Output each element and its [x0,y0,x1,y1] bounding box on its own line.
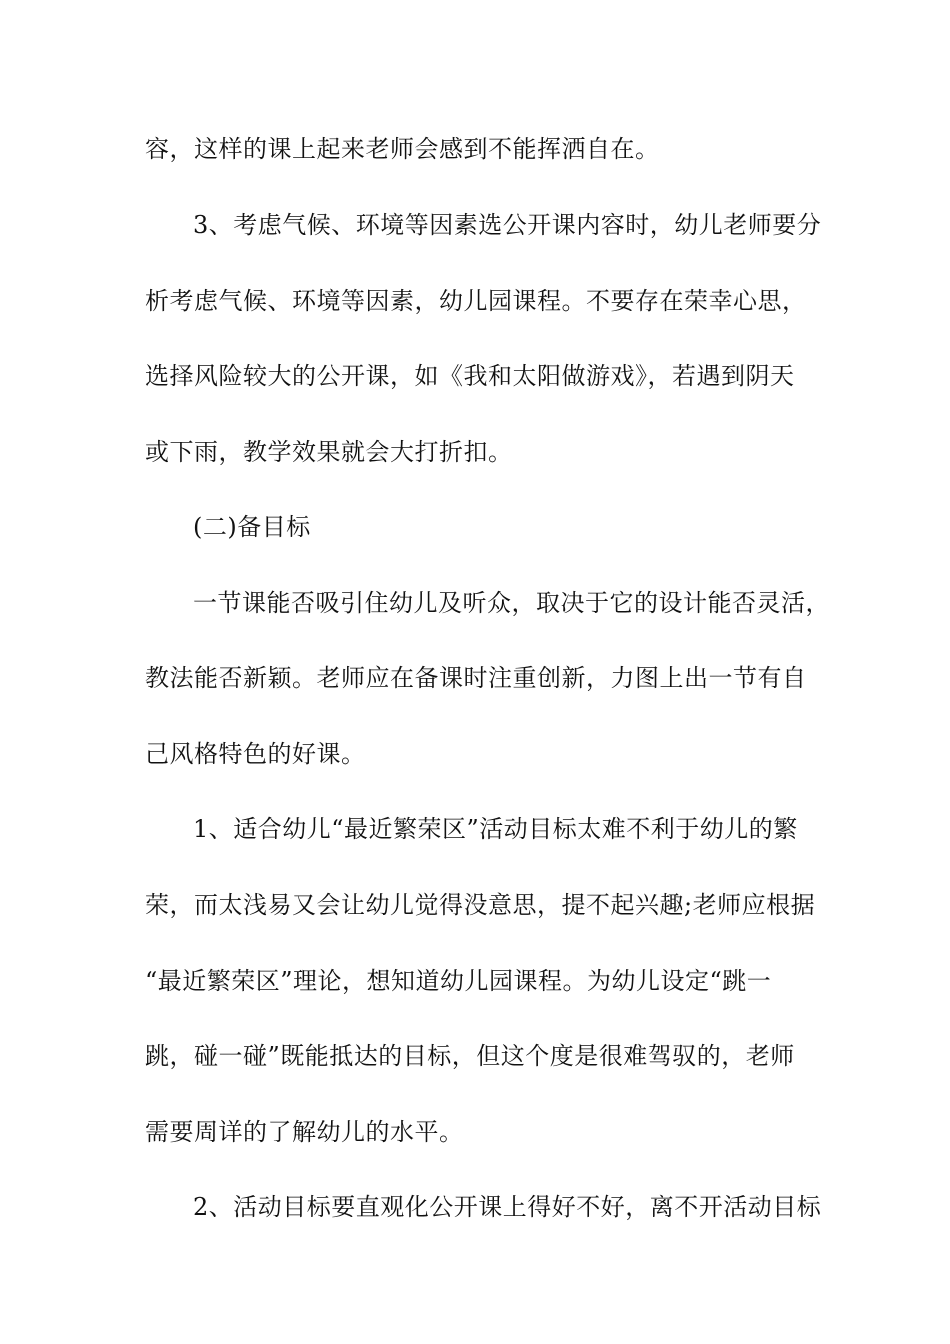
text-line: 或下雨，教学效果就会大打折扣。 [145,438,513,466]
text-line: 己风格特色的好课。 [145,740,366,768]
text-line: 1、适合幼儿“最近繁荣区”活动目标太难不利于幼儿的繁 [193,815,798,843]
text-line: 一节课能否吸引住幼儿及听众，取决于它的设计能否灵活， [193,589,830,617]
text-line: 教法能否新颖。老师应在备课时注重创新，力图上出一节有自 [145,664,807,692]
text-line: 选择风险较大的公开课，如《我和太阳做游戏》，若遇到阴天 [145,362,795,390]
section-heading: (二)备目标 [193,513,311,541]
text-line: 3、考虑气候、环境等因素选公开课内容时，幼儿老师要分 [193,211,822,239]
text-line: 需要周详的了解幼儿的水平。 [145,1118,464,1146]
text-line: 析考虑气候、环境等因素，幼儿园课程。不要存在荣幸心思， [145,287,807,315]
text-line: 容，这样的课上起来老师会感到不能挥洒自在。 [145,135,660,163]
text-line: 跳，碰一碰”既能抵达的目标，但这个度是很难驾驭的，老师 [145,1042,795,1070]
text-line: “最近繁荣区”理论，想知道幼儿园课程。为幼儿设定“跳一 [145,967,772,995]
text-line: 荣，而太浅易又会让幼儿觉得没意思，提不起兴趣;老师应根据 [145,891,816,919]
text-line: 2、活动目标要直观化公开课上得好不好，离不开活动目标 [193,1193,822,1221]
